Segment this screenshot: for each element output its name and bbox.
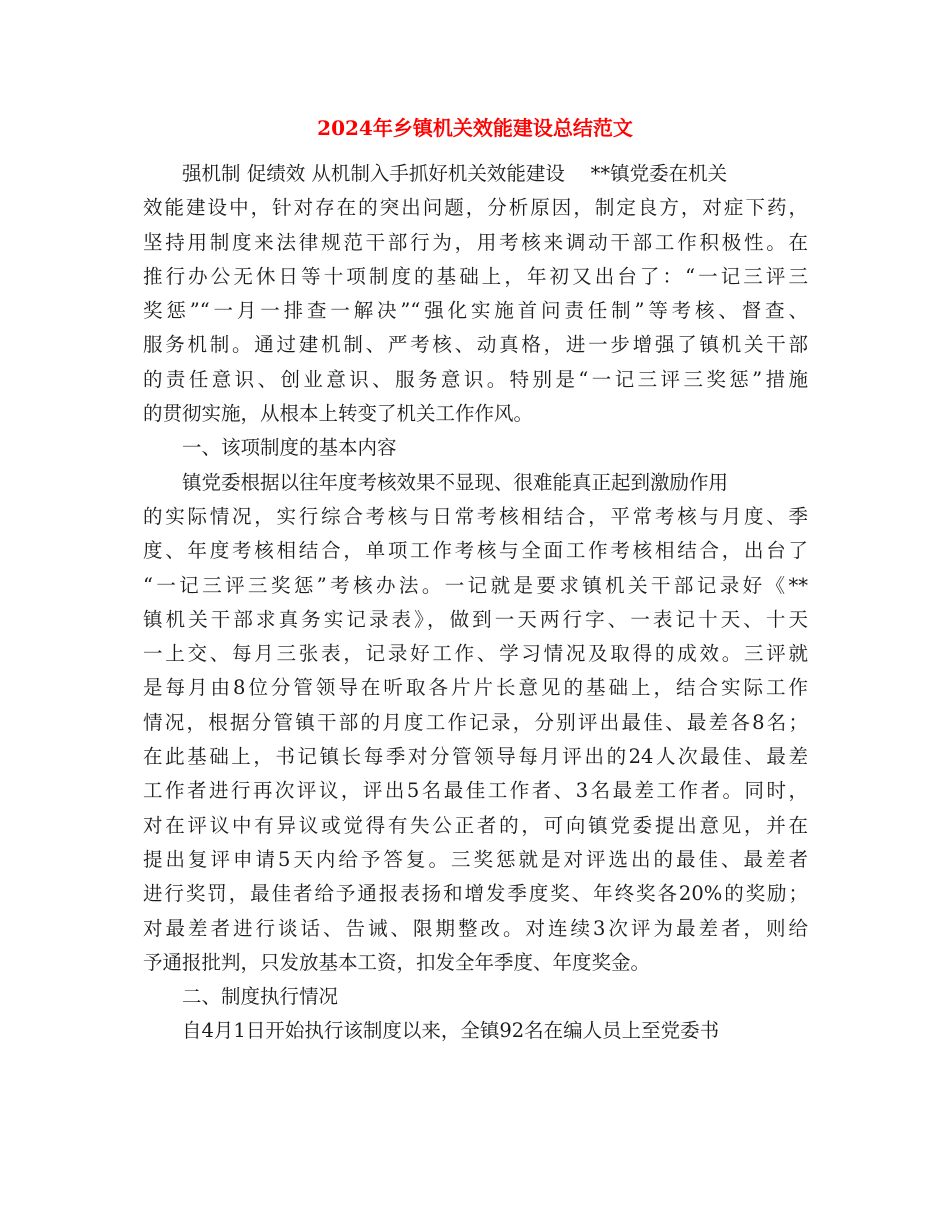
section-heading: 一、该项制度的基本内容 [182,436,397,460]
section-heading: 二、制度执行情况 [182,985,339,1009]
paragraph-line: 服务机制。通过建机制、严考核、动真格，进一步增强了镇机关干部 [143,333,808,357]
paragraph-line: 效能建设中，针对存在的突出问题，分析原因，制定良方，对症下药， [143,196,808,220]
paragraph-line: “一记三评三奖惩”考核办法。一记就是要求镇机关干部记录好《** [143,573,808,597]
paragraph-line: 自4月1日开始执行该制度以来，全镇92名在编人员上至党委书 [182,1019,720,1043]
paragraph-line: 的实际情况，实行综合考核与日常考核相结合，平常考核与月度、季 [143,504,808,528]
paragraph-line: 予通报批判，只发放基本工资，扣发全年季度、年度奖金。 [143,950,651,974]
paragraph-line: 推行办公无休日等十项制度的基础上，年初又出台了：“一记三评三 [143,264,808,288]
document-title: 2024年乡镇机关效能建设总结范文 [317,116,633,140]
paragraph-line: 坚持用制度来法律规范干部行为，用考核来调动干部工作积极性。在 [143,230,808,254]
paragraph-line: 镇党委根据以往年度考核效果不显现、很难能真正起到激励作用 [182,470,729,494]
paragraph-line: 在此基础上，书记镇长每季对分管领导每月评出的24人次最佳、最差 [143,745,808,769]
paragraph-line: 强机制 促绩效 从机制入手抓好机关效能建设 **镇党委在机关 [182,162,728,185]
paragraph-line: 的责任意识、创业意识、服务意识。特别是“一记三评三奖惩”措施 [143,367,808,391]
paragraph-line: 是每月由8位分管领导在听取各片片长意见的基础上，结合实际工作 [143,676,808,700]
paragraph-line: 工作者进行再次评议，评出5名最佳工作者、3名最差工作者。同时， [143,779,808,803]
document-body [143,157,808,1049]
paragraph-line: 对在评议中有异议或觉得有失公正者的，可向镇党委提出意见，并在 [143,813,808,837]
paragraph-line: 度、年度考核相结合，单项工作考核与全面工作考核相结合，出台了 [143,539,808,563]
paragraph-line: 镇机关干部求真务实记录表》，做到一天两行字、一表记十天、十天 [143,607,808,631]
paragraph-line: 提出复评申请5天内给予答复。三奖惩就是对评选出的最佳、最差者 [143,847,808,871]
paragraph-line: 的贯彻实施，从根本上转变了机关工作作风。 [143,402,534,426]
paragraph-line: 情况，根据分管镇干部的月度工作记录，分别评出最佳、最差各8名； [143,710,808,734]
paragraph-line: 进行奖罚，最佳者给予通报表扬和增发季度奖、年终奖各20%的奖励； [143,882,808,906]
paragraph-line: 对最差者进行谈话、告诫、限期整改。对连续3次评为最差者，则给 [143,916,808,940]
paragraph-line: 奖惩”“一月一排查一解决”“强化实施首问责任制”等考核、督查、 [143,299,808,323]
paragraph-line: 一上交、每月三张表，记录好工作、学习情况及取得的成效。三评就 [143,642,808,666]
